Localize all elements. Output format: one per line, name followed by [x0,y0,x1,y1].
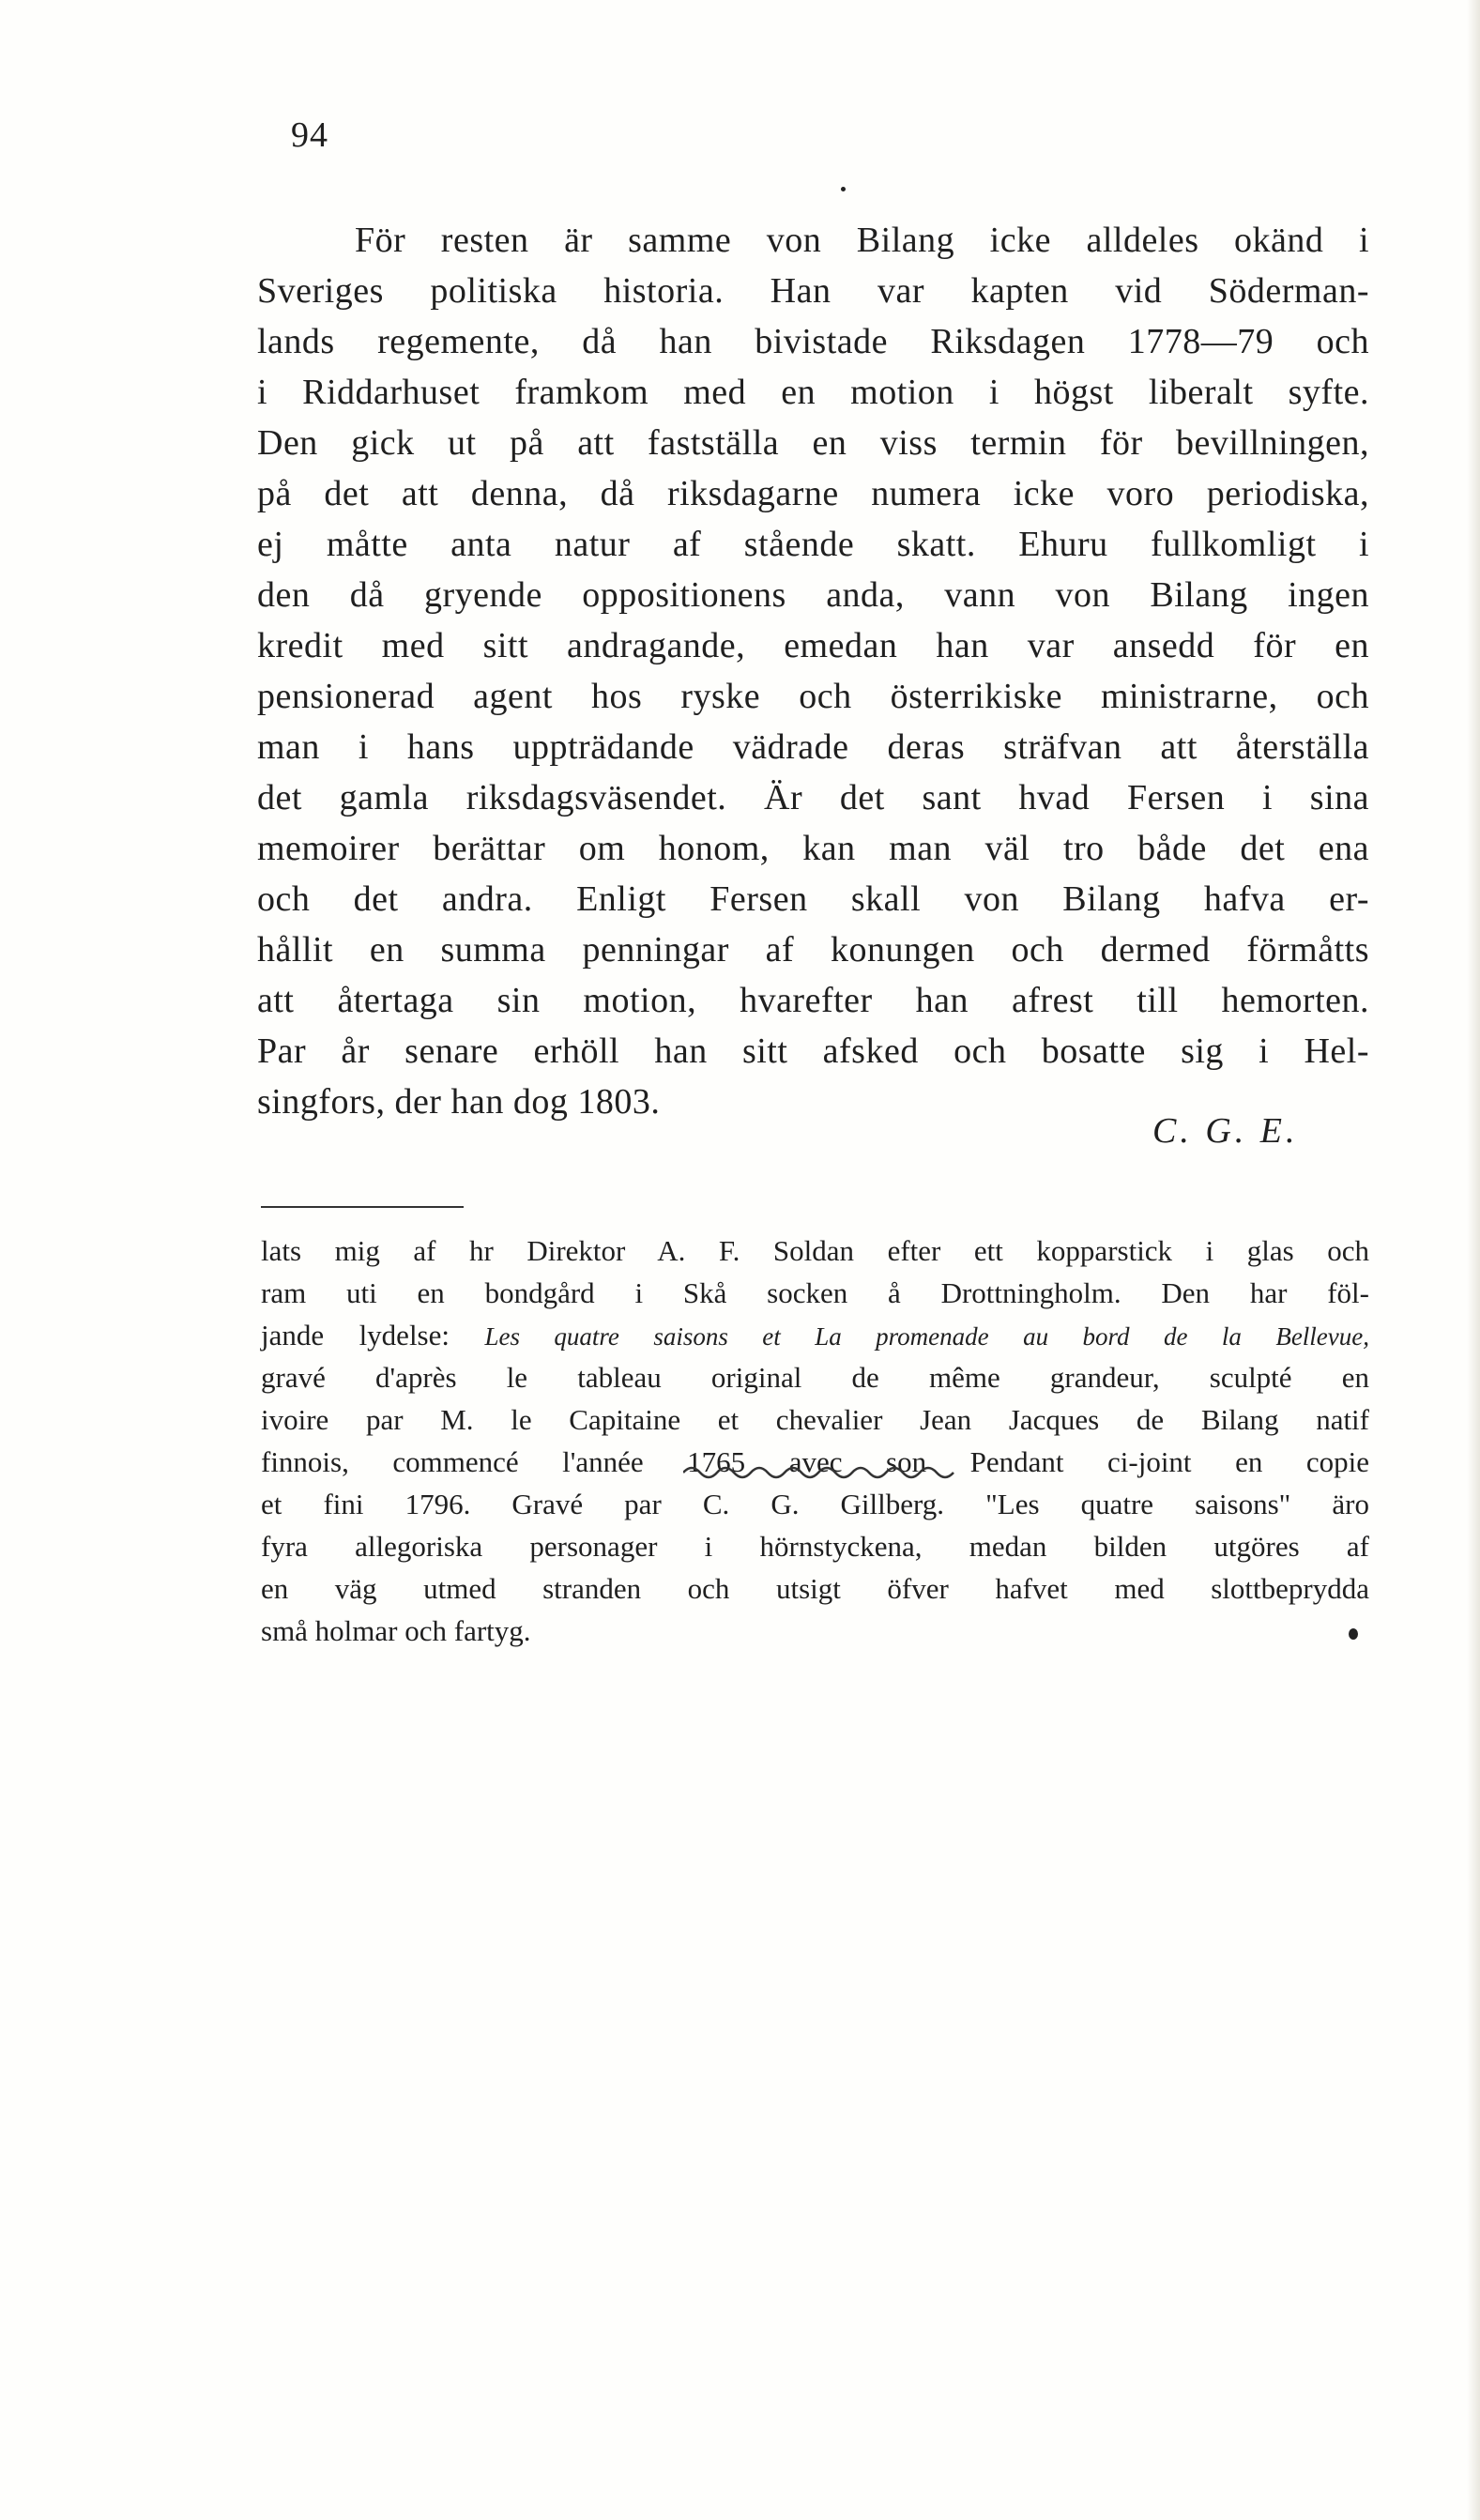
ink-speck [1349,1628,1358,1640]
text-line: Sveriges politiska historia. Han var kapten vid Söderman- [257,271,1369,311]
text-line: att återtaga sin motion, hvarefter han afrest till hemorten. [257,981,1369,1020]
footnote-line: ivoire par M. le Capitaine et chevalier Jean Jacques de Bilang natif [261,1403,1369,1436]
text-line: memoirer berättar om honom, kan man väl tro både det ena [257,829,1369,868]
author-signature: C. G. E. [1152,1111,1299,1151]
footnote-line: fyra allegoriska personager i hörnstyckena, medan bilden utgöres af [261,1530,1369,1563]
footnote-line: ram uti en bondgård i Skå socken å Drottningholm. Den har föl- [261,1276,1369,1309]
footnote-line [261,1314,1369,1356]
wavy-ornament-icon [683,1459,955,1486]
footnote-divider [261,1206,464,1208]
text-line: För resten är samme von Bilang icke alldeles okänd i [355,221,1369,260]
main-text-block [257,215,1369,1127]
text-line: Den gick ut på att fastställa en viss termin för bevillningen, [257,423,1369,463]
text-line: lands regemente, då han bivistade Riksdagen 1778—79 och [257,322,1369,361]
text-line: kredit med sitt andragande, emedan han var ansedd för en [257,626,1369,665]
footnote-line: finnois, commencé l'année 1765 avec son Pendant ci-joint en copie [261,1445,1369,1478]
text-line: den då gryende oppositionens anda, vann von Bilang ingen [257,575,1369,615]
page-number: 94 [291,115,328,155]
ink-speck [841,187,846,191]
footnote-line: et fini 1796. Gravé par C. G. Gillberg. "Les quatre saisons" äro [261,1488,1369,1520]
footnote-line: små holmar och fartyg. [261,1614,531,1647]
text-line: Par år senare erhöll han sitt afsked och bosatte sig i Hel- [257,1031,1369,1071]
footnote-line-start: jande lydelse: [261,1319,450,1352]
text-line: pensionerad agent hos ryske och österrikiske ministrarne, och [257,677,1369,716]
text-line: hållit en summa penningar af konungen och dermed förmåtts [257,930,1369,970]
footnote-line: en väg utmed stranden och utsigt öfver hafvet med slottbeprydda [261,1572,1369,1605]
text-line: på det att denna, då riksdagarne numera icke voro periodiska, [257,474,1369,513]
page-edge-shadow [1467,0,1480,2520]
text-line: singfors, der han dog 1803. [257,1082,661,1122]
text-line: det gamla riksdagsväsendet. Är det sant hvad Fersen i sina [257,778,1369,817]
text-line: och det andra. Enligt Fersen skall von Bilang hafva er- [257,879,1369,919]
french-title: Les quatre saisons et La promenade au bord de la Bellevue, [484,1322,1370,1351]
text-line: i Riddarhuset framkom med en motion i högst liberalt syfte. [257,373,1369,412]
footnote-line: gravé d'après le tableau original de même grandeur, sculpté en [261,1361,1369,1394]
text-line: ej måtte anta natur af stående skatt. Ehuru fullkomligt i [257,525,1369,564]
text-line: man i hans uppträdande vädrade deras sträfvan att återställa [257,727,1369,767]
footnote-block [261,1229,1369,1652]
footnote-line: lats mig af hr Direktor A. F. Soldan efter ett kopparstick i glas och [261,1234,1369,1267]
